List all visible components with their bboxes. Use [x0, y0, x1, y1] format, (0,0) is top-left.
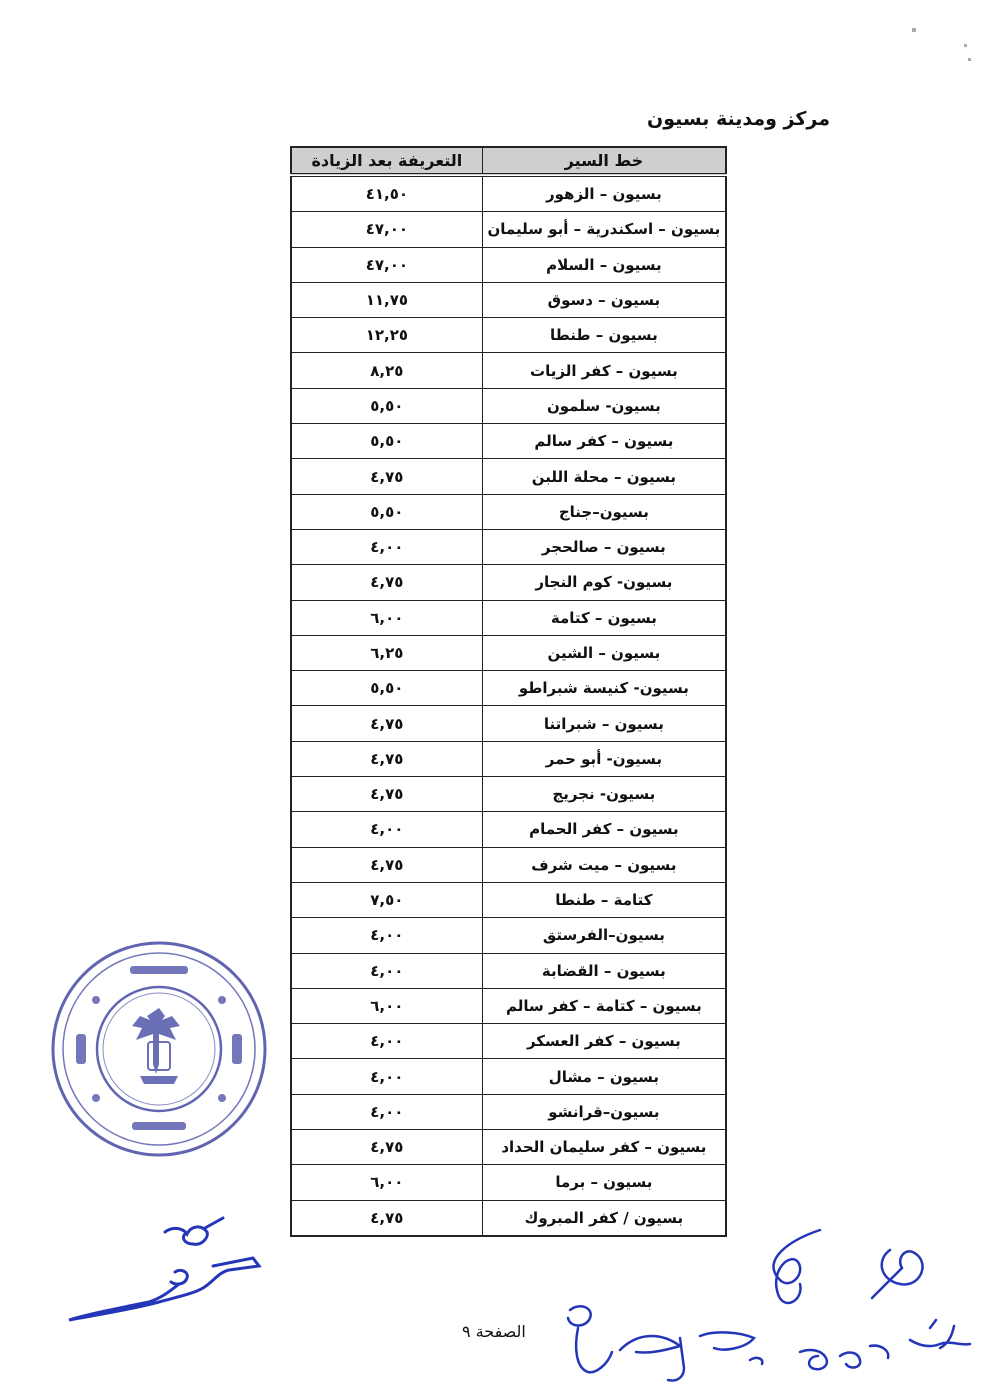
fare-cell: ٤١,٥٠	[291, 175, 482, 212]
table-row	[291, 671, 726, 706]
table-row	[291, 318, 726, 353]
table-row	[291, 812, 726, 847]
fare-cell: ٥,٥٠	[291, 494, 482, 529]
route-cell: بسيون – شبراتنا	[482, 706, 726, 741]
route-cell: بسيون- سلمون	[482, 388, 726, 423]
fare-cell: ١٢,٢٥	[291, 318, 482, 353]
fare-cell: ٥,٥٠	[291, 671, 482, 706]
eagle-emblem-icon	[132, 1008, 180, 1084]
column-header-fare: التعريفة بعد الزيادة	[291, 147, 482, 175]
document-heading: مركز ومدينة بسيون	[647, 108, 830, 130]
route-cell: بسيون – كتامة – كفر سالم	[482, 988, 726, 1023]
table-row	[291, 777, 726, 812]
scan-speck	[968, 58, 971, 61]
route-cell: بسيون–قرانشو	[482, 1094, 726, 1129]
route-cell: بسيون – كفر الحمام	[482, 812, 726, 847]
route-cell: بسيون / كفر المبروك	[482, 1200, 726, 1236]
office-seal-stamp	[48, 938, 270, 1160]
fare-cell: ٤,٧٥	[291, 1130, 482, 1165]
route-cell: بسيون – برما	[482, 1165, 726, 1200]
table-row	[291, 635, 726, 670]
fare-cell: ٤,٧٥	[291, 1200, 482, 1236]
route-cell: بسيون- نجريج	[482, 777, 726, 812]
route-cell: بسيون – القضابة	[482, 953, 726, 988]
fare-cell: ٤,٠٠	[291, 953, 482, 988]
fare-cell: ٤,٠٠	[291, 918, 482, 953]
fare-cell: ٧,٥٠	[291, 882, 482, 917]
table-row	[291, 212, 726, 247]
route-cell: بسيون – الزهور	[482, 175, 726, 212]
route-cell: بسيون – كفر سليمان الحداد	[482, 1130, 726, 1165]
table-row	[291, 1059, 726, 1094]
fare-cell: ٤,٧٥	[291, 741, 482, 776]
route-cell: بسيون – مشال	[482, 1059, 726, 1094]
fare-cell: ٤,٠٠	[291, 1024, 482, 1059]
route-cell: بسيون- أبو حمر	[482, 741, 726, 776]
fare-cell: ٤,٠٠	[291, 529, 482, 564]
route-cell: بسيون – دسوق	[482, 282, 726, 317]
table-row	[291, 565, 726, 600]
fare-cell: ٤,٠٠	[291, 812, 482, 847]
table-row	[291, 459, 726, 494]
table-header-row	[291, 147, 726, 175]
table-row	[291, 1094, 726, 1129]
route-cell: بسيون – ميت شرف	[482, 847, 726, 882]
scan-speck	[912, 28, 916, 32]
table-row	[291, 988, 726, 1023]
table-row	[291, 494, 726, 529]
signature-left	[55, 1210, 285, 1345]
table-row	[291, 247, 726, 282]
fare-cell: ٦,٠٠	[291, 988, 482, 1023]
table-row	[291, 175, 726, 212]
fare-cell: ٤,٧٥	[291, 459, 482, 494]
table-row	[291, 847, 726, 882]
table-row	[291, 282, 726, 317]
table-row	[291, 353, 726, 388]
route-cell: بسيون – محلة اللبن	[482, 459, 726, 494]
fare-cell: ٦,٠٠	[291, 600, 482, 635]
route-cell: بسيون- كنيسة شبراطو	[482, 671, 726, 706]
table-row	[291, 424, 726, 459]
table-row	[291, 882, 726, 917]
fare-cell: ٤,٠٠	[291, 1094, 482, 1129]
table-row	[291, 1130, 726, 1165]
route-cell: كتامة – طنطا	[482, 882, 726, 917]
table-row	[291, 741, 726, 776]
fare-cell: ٤,٠٠	[291, 1059, 482, 1094]
fare-cell: ٤,٧٥	[291, 706, 482, 741]
signature-right	[550, 1210, 990, 1395]
table-row	[291, 1165, 726, 1200]
route-cell: بسيون – طنطا	[482, 318, 726, 353]
fare-cell: ٥,٥٠	[291, 424, 482, 459]
column-header-route: خط السير	[482, 147, 726, 175]
fare-cell: ٤٧,٠٠	[291, 212, 482, 247]
route-cell: بسيون – صالحجر	[482, 529, 726, 564]
route-cell: بسيون – كفر العسكر	[482, 1024, 726, 1059]
route-cell: بسيون – كفر الزيات	[482, 353, 726, 388]
table-row	[291, 918, 726, 953]
route-cell: بسيون – السلام	[482, 247, 726, 282]
table-row	[291, 600, 726, 635]
route-cell: بسيون – اسكندرية – أبو سليمان	[482, 212, 726, 247]
table-row	[291, 388, 726, 423]
table-row	[291, 1024, 726, 1059]
fare-table	[290, 146, 727, 1237]
scan-speck	[964, 44, 967, 47]
fare-cell: ٦,٠٠	[291, 1165, 482, 1200]
route-cell: بسيون – الشين	[482, 635, 726, 670]
page-number: الصفحة ٩	[462, 1322, 526, 1341]
table-row	[291, 706, 726, 741]
fare-table-body	[291, 175, 726, 1236]
fare-cell: ٨,٢٥	[291, 353, 482, 388]
route-cell: بسيون- كوم النجار	[482, 565, 726, 600]
table-row	[291, 529, 726, 564]
fare-cell: ١١,٧٥	[291, 282, 482, 317]
fare-cell: ٥,٥٠	[291, 388, 482, 423]
route-cell: بسيون–جناج	[482, 494, 726, 529]
route-cell: بسيون – كفر سالم	[482, 424, 726, 459]
route-cell: بسيون – كتامة	[482, 600, 726, 635]
fare-cell: ٤٧,٠٠	[291, 247, 482, 282]
route-cell: بسيون–الفرستق	[482, 918, 726, 953]
fare-cell: ٤,٧٥	[291, 565, 482, 600]
fare-cell: ٦,٢٥	[291, 635, 482, 670]
fare-cell: ٤,٧٥	[291, 847, 482, 882]
table-row	[291, 953, 726, 988]
fare-cell: ٤,٧٥	[291, 777, 482, 812]
